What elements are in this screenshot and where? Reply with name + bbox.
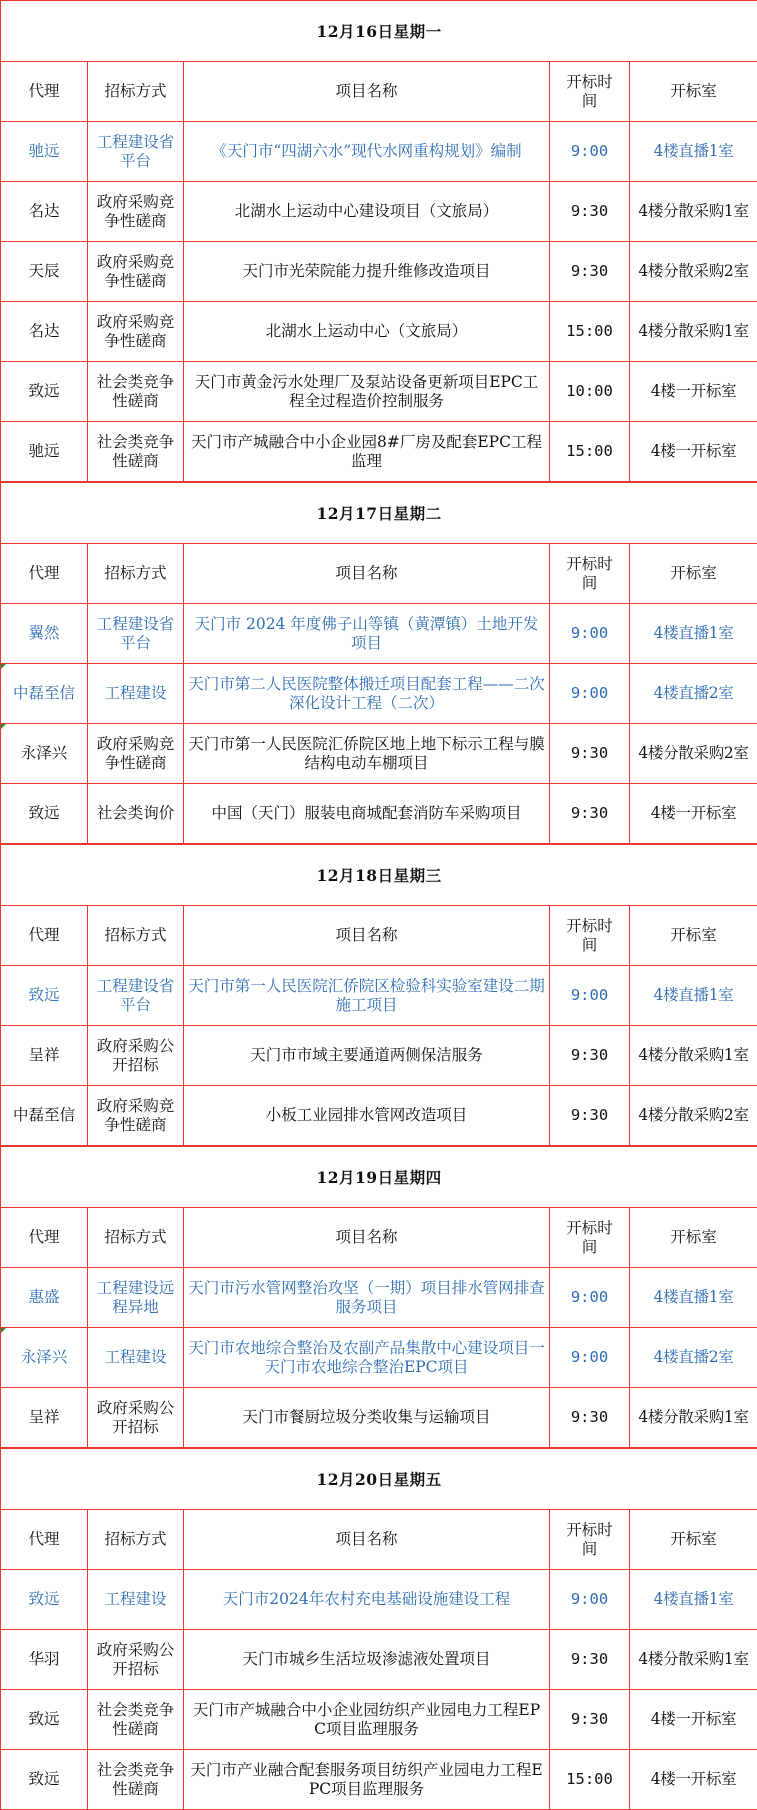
room-cell: 4楼分散采购2室 — [630, 1086, 757, 1146]
method-cell: 政府采购公开招标 — [88, 1026, 184, 1086]
room-cell: 4楼分散采购1室 — [630, 1630, 757, 1690]
table-row — [1, 1570, 757, 1630]
table-row — [1, 664, 757, 724]
table-row — [1, 362, 757, 422]
open-time-cell: 9:30 — [550, 182, 630, 242]
agent-cell — [1, 966, 88, 1026]
day-table — [0, 1146, 757, 1448]
room-cell: 4楼直播1室 — [630, 966, 757, 1026]
table-row — [1, 1690, 757, 1750]
agent-name: 中磊至信 — [13, 684, 75, 702]
column-header-row — [1, 1208, 757, 1268]
room-cell: 4楼分散采购2室 — [630, 724, 757, 784]
header-room: 开标室 — [630, 906, 757, 966]
header-method: 招标方式 — [88, 544, 184, 604]
header-time: 开标时间 — [550, 544, 630, 604]
header-time: 开标时间 — [550, 1510, 630, 1570]
room-cell: 4楼一开标室 — [630, 1690, 757, 1750]
table-row — [1, 182, 757, 242]
method-cell: 社会类竞争性磋商 — [88, 1690, 184, 1750]
agent-name: 惠盛 — [28, 1288, 59, 1306]
day-date-heading: 12月20日星期五 — [1, 1449, 757, 1510]
agent-cell — [1, 604, 88, 664]
room-cell: 4楼一开标室 — [630, 1750, 757, 1810]
project-name-cell: 天门市光荣院能力提升维修改造项目 — [184, 242, 550, 302]
project-name-cell: 北湖水上运动中心建设项目（文旅局） — [184, 182, 550, 242]
agent-name: 天辰 — [28, 262, 59, 280]
table-row — [1, 724, 757, 784]
open-time-cell: 10:00 — [550, 362, 630, 422]
header-room: 开标室 — [630, 62, 757, 122]
header-method: 招标方式 — [88, 1510, 184, 1570]
open-time-cell: 9:00 — [550, 1328, 630, 1388]
agent-cell — [1, 122, 88, 182]
day-date-heading: 12月16日星期一 — [1, 1, 757, 62]
header-time: 开标时间 — [550, 1208, 630, 1268]
day-table — [0, 482, 757, 844]
method-cell: 政府采购竞争性磋商 — [88, 724, 184, 784]
agent-name: 致远 — [28, 986, 59, 1004]
agent-cell — [1, 182, 88, 242]
header-agent: 代理 — [1, 544, 88, 604]
header-project: 项目名称 — [184, 62, 550, 122]
agent-cell — [1, 1630, 88, 1690]
agent-name: 名达 — [28, 322, 59, 340]
agent-name: 致远 — [28, 804, 59, 822]
agent-cell — [1, 422, 88, 482]
header-time: 开标时间 — [550, 906, 630, 966]
header-method: 招标方式 — [88, 62, 184, 122]
header-project: 项目名称 — [184, 906, 550, 966]
table-row — [1, 1026, 757, 1086]
method-cell: 社会类询价 — [88, 784, 184, 844]
room-cell: 4楼分散采购1室 — [630, 1026, 757, 1086]
header-project: 项目名称 — [184, 544, 550, 604]
method-cell: 政府采购公开招标 — [88, 1388, 184, 1448]
header-agent: 代理 — [1, 1510, 88, 1570]
room-cell: 4楼直播1室 — [630, 1268, 757, 1328]
method-cell: 政府采购竞争性磋商 — [88, 182, 184, 242]
open-time-cell: 9:30 — [550, 1026, 630, 1086]
table-row — [1, 1328, 757, 1388]
project-name-cell: 天门市产业融合配套服务项目纺织产业园电力工程EPC项目监理服务 — [184, 1750, 550, 1810]
table-row — [1, 604, 757, 664]
method-cell: 社会类竞争性磋商 — [88, 362, 184, 422]
open-time-cell: 15:00 — [550, 422, 630, 482]
agent-name: 翼然 — [28, 624, 59, 642]
room-cell: 4楼分散采购1室 — [630, 1388, 757, 1448]
project-name-cell: 天门市第一人民医院汇侨院区检验科实验室建设二期施工项目 — [184, 966, 550, 1026]
room-cell: 4楼分散采购1室 — [630, 302, 757, 362]
open-time-cell: 9:30 — [550, 1388, 630, 1448]
method-cell: 工程建设省平台 — [88, 604, 184, 664]
project-name-cell: 天门市黄金污水处理厂及泵站设备更新项目EPC工程全过程造价控制服务 — [184, 362, 550, 422]
method-cell: 工程建设 — [88, 1328, 184, 1388]
open-time-cell: 9:00 — [550, 1268, 630, 1328]
open-time-cell: 9:30 — [550, 1690, 630, 1750]
method-cell: 社会类竞争性磋商 — [88, 422, 184, 482]
project-name-cell: 天门市产城融合中小企业园纺织产业园电力工程EPC项目监理服务 — [184, 1690, 550, 1750]
open-time-cell: 9:00 — [550, 1570, 630, 1630]
method-cell: 政府采购竞争性磋商 — [88, 1086, 184, 1146]
method-cell: 政府采购竞争性磋商 — [88, 302, 184, 362]
column-header-row — [1, 544, 757, 604]
open-time-cell: 9:30 — [550, 1630, 630, 1690]
open-time-cell: 9:00 — [550, 966, 630, 1026]
agent-name: 驰远 — [28, 442, 59, 460]
agent-name: 中磊至信 — [13, 1106, 75, 1124]
column-header-row — [1, 62, 757, 122]
table-row — [1, 1388, 757, 1448]
header-room: 开标室 — [630, 544, 757, 604]
table-row — [1, 1086, 757, 1146]
room-cell: 4楼直播2室 — [630, 1328, 757, 1388]
agent-cell — [1, 1086, 88, 1146]
open-time-cell: 9:30 — [550, 784, 630, 844]
header-room: 开标室 — [630, 1208, 757, 1268]
comment-marker-icon — [1, 724, 6, 729]
agent-cell — [1, 362, 88, 422]
header-time: 开标时间 — [550, 62, 630, 122]
agent-name: 呈祥 — [28, 1046, 59, 1064]
header-agent: 代理 — [1, 1208, 88, 1268]
agent-cell — [1, 242, 88, 302]
open-time-cell: 15:00 — [550, 1750, 630, 1810]
day-table — [0, 844, 757, 1146]
project-name-cell: 天门市污水管网整治攻坚（一期）项目排水管网排查服务项目 — [184, 1268, 550, 1328]
agent-cell — [1, 724, 88, 784]
header-method: 招标方式 — [88, 906, 184, 966]
project-name-cell: 天门市第二人民医院整体搬迁项目配套工程——二次深化设计工程（二次） — [184, 664, 550, 724]
project-name-cell: 天门市2024年农村充电基础设施建设工程 — [184, 1570, 550, 1630]
agent-cell — [1, 1268, 88, 1328]
agent-cell — [1, 1388, 88, 1448]
open-time-cell: 15:00 — [550, 302, 630, 362]
agent-name: 致远 — [28, 382, 59, 400]
agent-name: 永泽兴 — [21, 744, 68, 762]
room-cell: 4楼直播1室 — [630, 604, 757, 664]
method-cell: 工程建设 — [88, 1570, 184, 1630]
open-time-cell: 9:30 — [550, 724, 630, 784]
project-name-cell: 天门市 2024 年度佛子山等镇（黄潭镇）土地开发项目 — [184, 604, 550, 664]
header-project: 项目名称 — [184, 1208, 550, 1268]
project-name-cell: 中国（天门）服装电商城配套消防车采购项目 — [184, 784, 550, 844]
agent-name: 名达 — [28, 202, 59, 220]
header-room: 开标室 — [630, 1510, 757, 1570]
open-time-cell: 9:30 — [550, 1086, 630, 1146]
method-cell: 工程建设 — [88, 664, 184, 724]
method-cell: 政府采购公开招标 — [88, 1630, 184, 1690]
method-cell: 工程建设省平台 — [88, 122, 184, 182]
agent-cell — [1, 784, 88, 844]
agent-name: 致远 — [28, 1710, 59, 1728]
project-name-cell: 天门市农地综合整治及农副产品集散中心建设项目一天门市农地综合整治EPC项目 — [184, 1328, 550, 1388]
table-row — [1, 1268, 757, 1328]
agent-cell — [1, 302, 88, 362]
header-agent: 代理 — [1, 62, 88, 122]
table-row — [1, 784, 757, 844]
agent-name: 华羽 — [28, 1650, 59, 1668]
agent-name: 永泽兴 — [21, 1348, 68, 1366]
table-row — [1, 422, 757, 482]
day-date-heading: 12月17日星期二 — [1, 483, 757, 544]
project-name-cell: 北湖水上运动中心（文旅局） — [184, 302, 550, 362]
project-name-cell: 天门市市域主要通道两侧保洁服务 — [184, 1026, 550, 1086]
column-header-row — [1, 906, 757, 966]
agent-name: 呈祥 — [28, 1408, 59, 1426]
table-row — [1, 966, 757, 1026]
day-table — [0, 0, 757, 482]
project-name-cell: 天门市第一人民医院汇侨院区地上地下标示工程与膜结构电动车棚项目 — [184, 724, 550, 784]
header-project: 项目名称 — [184, 1510, 550, 1570]
open-time-cell: 9:30 — [550, 242, 630, 302]
agent-cell — [1, 1570, 88, 1630]
table-row — [1, 1630, 757, 1690]
comment-marker-icon — [1, 664, 6, 669]
method-cell: 社会类竞争性磋商 — [88, 1750, 184, 1810]
room-cell: 4楼直播1室 — [630, 1570, 757, 1630]
room-cell: 4楼一开标室 — [630, 422, 757, 482]
comment-marker-icon — [1, 1328, 6, 1333]
table-row — [1, 242, 757, 302]
room-cell: 4楼分散采购1室 — [630, 182, 757, 242]
day-table — [0, 1448, 757, 1810]
column-header-row — [1, 1510, 757, 1570]
method-cell: 工程建设远程异地 — [88, 1268, 184, 1328]
agent-cell — [1, 1328, 88, 1388]
method-cell: 工程建设省平台 — [88, 966, 184, 1026]
project-name-cell: 天门市餐厨垃圾分类收集与运输项目 — [184, 1388, 550, 1448]
open-time-cell: 9:00 — [550, 664, 630, 724]
header-agent: 代理 — [1, 906, 88, 966]
project-name-cell: 小板工业园排水管网改造项目 — [184, 1086, 550, 1146]
method-cell: 政府采购竞争性磋商 — [88, 242, 184, 302]
project-name-cell: 《天门市“四湖六水”现代水网重构规划》编制 — [184, 122, 550, 182]
agent-name: 致远 — [28, 1770, 59, 1788]
project-name-cell: 天门市城乡生活垃圾渗滤液处置项目 — [184, 1630, 550, 1690]
table-row — [1, 302, 757, 362]
room-cell: 4楼一开标室 — [630, 784, 757, 844]
agent-name: 驰远 — [28, 142, 59, 160]
room-cell: 4楼分散采购2室 — [630, 242, 757, 302]
open-time-cell: 9:00 — [550, 122, 630, 182]
agent-cell — [1, 664, 88, 724]
agent-cell — [1, 1690, 88, 1750]
room-cell: 4楼一开标室 — [630, 362, 757, 422]
room-cell: 4楼直播2室 — [630, 664, 757, 724]
room-cell: 4楼直播1室 — [630, 122, 757, 182]
day-date-heading: 12月18日星期三 — [1, 845, 757, 906]
agent-cell — [1, 1026, 88, 1086]
agent-name: 致远 — [28, 1590, 59, 1608]
header-method: 招标方式 — [88, 1208, 184, 1268]
project-name-cell: 天门市产城融合中小企业园8#厂房及配套EPC工程监理 — [184, 422, 550, 482]
day-date-heading: 12月19日星期四 — [1, 1147, 757, 1208]
open-time-cell: 9:00 — [550, 604, 630, 664]
table-row — [1, 122, 757, 182]
